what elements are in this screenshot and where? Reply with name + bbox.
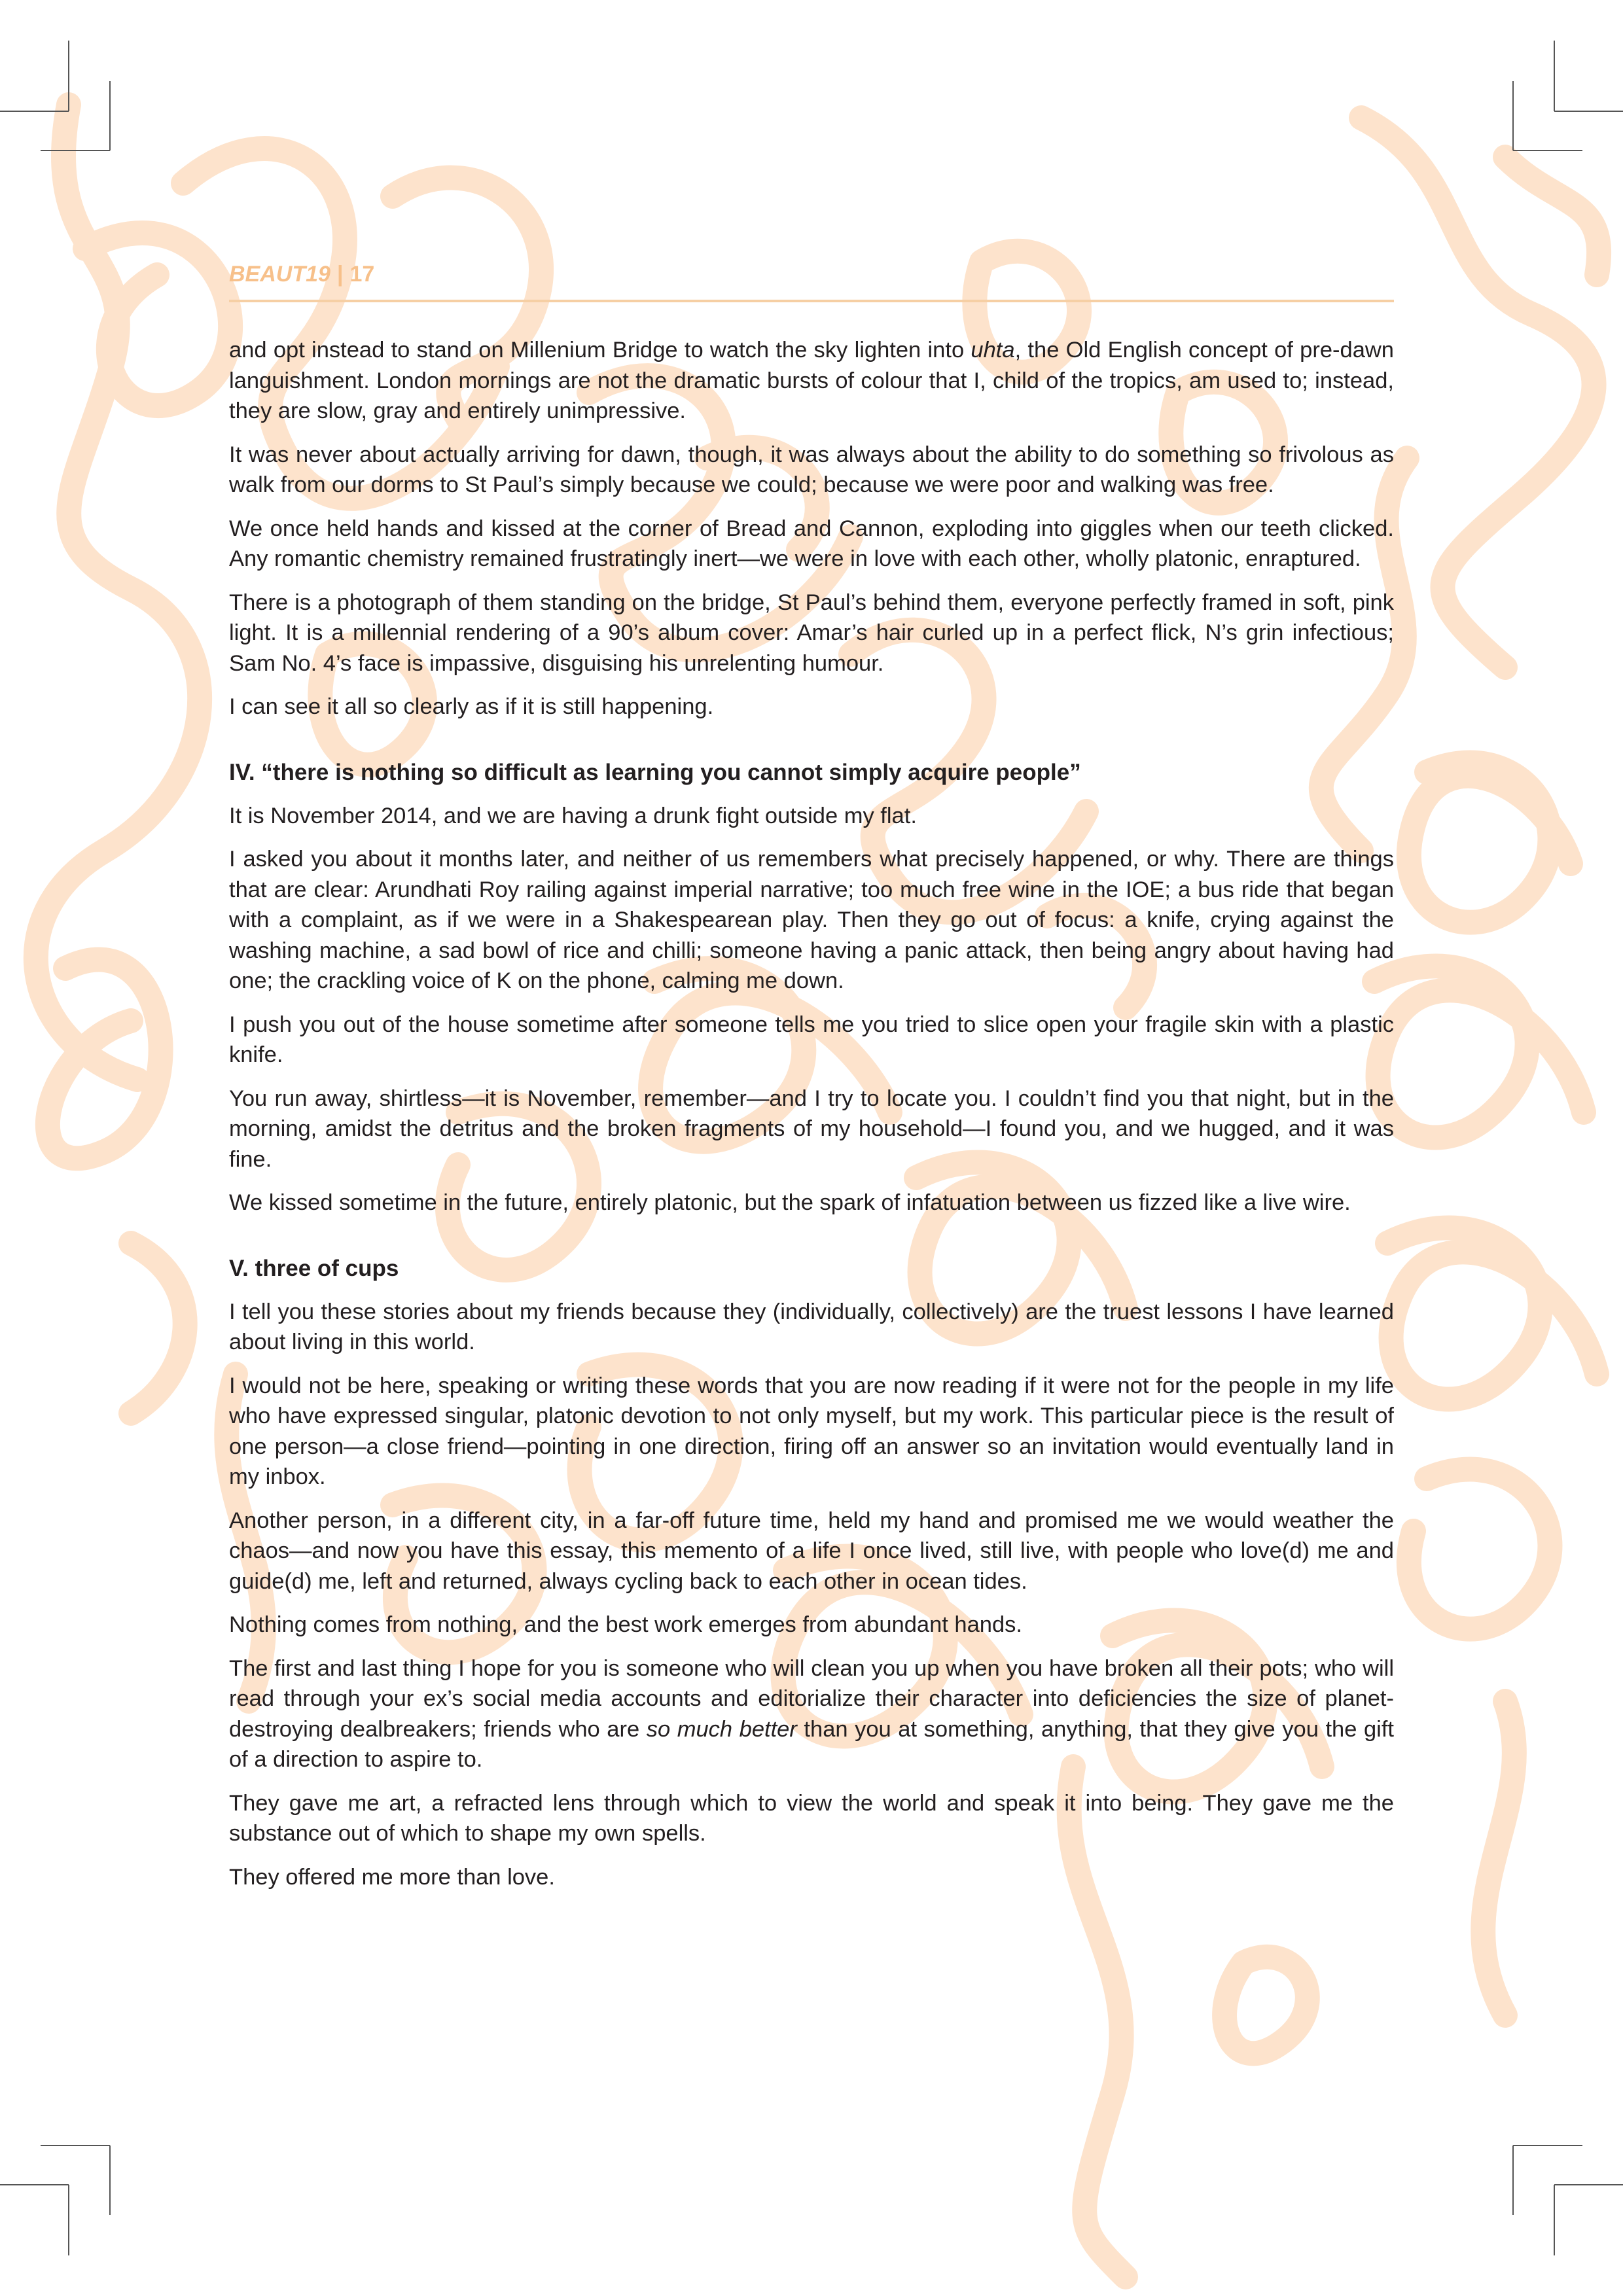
emphasis-uhta: uhta <box>971 338 1015 362</box>
paragraph: I tell you these stories about my friends because they (individually, collectively) are the truest lessons I have learned about living in this world. <box>229 1299 1394 1354</box>
paragraph-text: than you at something, anything, that they give you the gift of a direction to aspire to. <box>229 1716 1394 1772</box>
paragraph: I asked you about it months later, and neither of us remembers what precisely happened, or why. There are things that are clear: Arundhati Roy railing against imperial narrative; too much free wine in the IOE; a bus ride that began with a complaint, as if we were in a Shakespearean play. Then they go out of focus: a knife, crying against the washing machine, a sad bowl of rice and chilli; someone having a panic attack, then being angry about having had one; the crackling voice of K on the phone, calming me down. <box>229 847 1394 993</box>
paragraph-pots <box>229 1653 1394 1775</box>
page-number: 17 <box>349 262 375 287</box>
paragraph: You run away, shirtless—it is November, remember—and I try to locate you. I couldn’t find you that night, but in the morning, amidst the detritus and the broken fragments of my household—I found you, and we hugged, and it was fine. <box>229 1086 1394 1172</box>
paragraph-text: , the Old English concept of pre-dawn languishment. London mornings are not the dramatic bursts of colour that I, child of the tropics, am used to; instead, they are slow, gray and entirely unimpressive. <box>229 338 1394 423</box>
paragraph-uhta <box>229 335 1394 427</box>
emphasis-so-much-better: so much better <box>646 1716 797 1742</box>
paragraph: I would not be here, speaking or writing these words that you are now reading if it were not for the people in my life who have expressed singular, platonic devotion to not only myself, but my work. This particular piece is the result of one person—a close friend—pointing in one direction, firing off an answer so an invitation would eventually land in my inbox. <box>229 1373 1394 1489</box>
paragraph-text: The first and last thing I hope for you is someone who will clean you up when you have broken all their pots; who will read through your ex’s social media accounts and editorialize their character into deficiencies the size of planet-destroying dealbreakers; friends who are <box>229 1655 1394 1742</box>
paragraph: I push you out of the house sometime after someone tells me you tried to slice open your fragile skin with a plastic knife. <box>229 1012 1394 1067</box>
section-heading-iv: IV. “there is nothing so difficult as learning you cannot simply acquire people” <box>229 759 1081 785</box>
paragraph: There is a photograph of them standing on the bridge, St Paul’s behind them, everyone perfectly framed in soft, pink light. It is a millennial rendering of a 90’s album cover: Amar’s hair curled up in a perfect flick, N’s grin infectious; Sam No. 4’s face is impassive, disguising his unrelenting humour. <box>229 590 1394 676</box>
paragraph: We kissed sometime in the future, entirely platonic, but the spark of infatuation between us fizzed like a live wire. <box>229 1190 1351 1215</box>
paragraph-final: They offered me more than love. <box>229 1864 555 1890</box>
publication-name: BEAUT19 <box>229 262 330 287</box>
paragraph: We once held hands and kissed at the corner of Bread and Cannon, exploding into giggles when our teeth clicked. Any romantic chemistry remained frustratingly inert—we were in love with each other, wholly platonic, enraptured. <box>229 516 1394 571</box>
paragraph: Nothing comes from nothing, and the best work emerges from abundant hands. <box>229 1612 1023 1637</box>
paragraph: I can see it all so clearly as if it is still happening. <box>229 694 714 719</box>
paragraph: They gave me art, a refracted lens through which to view the world and speak it into being. They gave me the substance out of which to shape my own spells. <box>229 1790 1394 1846</box>
page-content <box>229 262 1394 1905</box>
paragraph: It is November 2014, and we are having a drunk fight outside my flat. <box>229 803 917 828</box>
paragraph: Another person, in a different city, in a far-off future time, held my hand and promised me we would weather the chaos—and now you have this essay, this memento of a life I once lived, still live, with people who love(d) me and guide(d) me, left and returned, always cycling back to each other in ocean tides. <box>229 1508 1394 1594</box>
section-heading-v: V. three of cups <box>229 1255 399 1281</box>
paragraph: It was never about actually arriving for dawn, though, it was always about the ability to do something so frivolous as walk from our dorms to St Paul’s simply because we could; because we were poor and walking was free. <box>229 442 1394 497</box>
paragraph-text: and opt instead to stand on Millenium Bridge to watch the sky lighten into <box>229 338 971 362</box>
header-separator: | <box>336 262 344 287</box>
running-header <box>229 262 1394 302</box>
